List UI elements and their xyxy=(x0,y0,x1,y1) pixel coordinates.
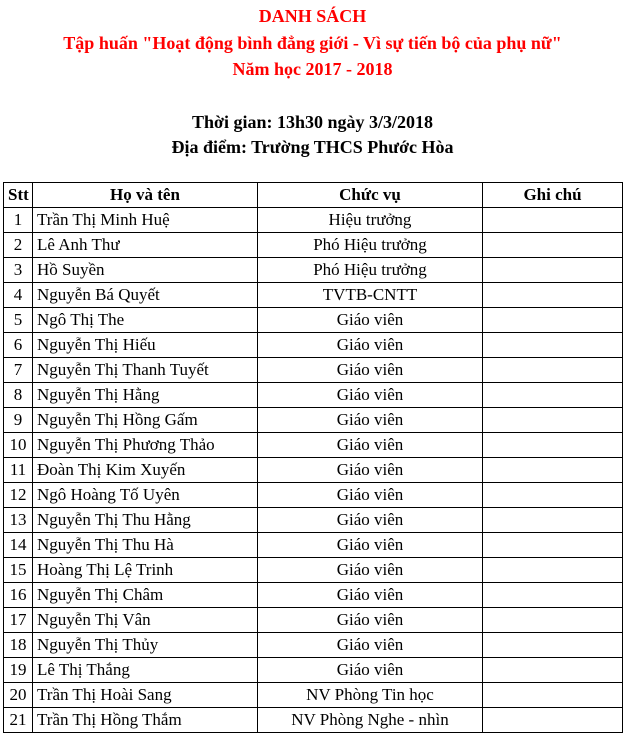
row-number: 8 xyxy=(4,383,33,408)
participant-note xyxy=(483,658,623,683)
table-row xyxy=(4,533,623,558)
participant-role: Giáo viên xyxy=(258,483,483,508)
document-title: DANH SÁCH xyxy=(258,6,367,26)
table-row xyxy=(4,408,623,433)
table-row xyxy=(4,708,623,733)
participant-role: Giáo viên xyxy=(258,583,483,608)
participant-name: Trần Thị Hồng Thắm xyxy=(33,708,258,733)
participant-note xyxy=(483,358,623,383)
participant-table xyxy=(3,182,623,733)
participant-name: Nguyễn Thị Phương Thảo xyxy=(33,433,258,458)
participant-name: Nguyễn Thị Vân xyxy=(33,608,258,633)
participant-note xyxy=(483,408,623,433)
event-time: Thời gian: 13h30 ngày 3/3/2018 xyxy=(191,112,433,132)
participant-note xyxy=(483,583,623,608)
participant-name: Nguyễn Bá Quyết xyxy=(33,283,258,308)
participant-note xyxy=(483,308,623,333)
header-stt: Stt xyxy=(4,183,33,208)
participant-name: Nguyễn Thị Hồng Gấm xyxy=(33,408,258,433)
participant-note xyxy=(483,533,623,558)
participant-name: Nguyễn Thị Hiếu xyxy=(33,333,258,358)
row-number: 3 xyxy=(4,258,33,283)
participant-role: Giáo viên xyxy=(258,308,483,333)
table-row xyxy=(4,283,623,308)
row-number: 5 xyxy=(4,308,33,333)
participant-name: Lê Anh Thư xyxy=(33,233,258,258)
participant-name: Lê Thị Thắng xyxy=(33,658,258,683)
participant-role: Giáo viên xyxy=(258,608,483,633)
row-number: 18 xyxy=(4,633,33,658)
table-row xyxy=(4,358,623,383)
row-number: 17 xyxy=(4,608,33,633)
table-row xyxy=(4,558,623,583)
participant-role: Giáo viên xyxy=(258,383,483,408)
table-row xyxy=(4,333,623,358)
participant-note xyxy=(483,483,623,508)
participant-role: Giáo viên xyxy=(258,458,483,483)
row-number: 7 xyxy=(4,358,33,383)
row-number: 9 xyxy=(4,408,33,433)
participant-role: Phó Hiệu trưởng xyxy=(258,258,483,283)
row-number: 20 xyxy=(4,683,33,708)
participant-role: Phó Hiệu trưởng xyxy=(258,233,483,258)
table-header-row xyxy=(4,183,623,208)
participant-note xyxy=(483,458,623,483)
participant-name: Hoàng Thị Lệ Trinh xyxy=(33,558,258,583)
participant-role: Giáo viên xyxy=(258,658,483,683)
row-number: 16 xyxy=(4,583,33,608)
participant-note xyxy=(483,258,623,283)
participant-name: Đoàn Thị Kim Xuyến xyxy=(33,458,258,483)
participant-name: Nguyễn Thị Hằng xyxy=(33,383,258,408)
row-number: 14 xyxy=(4,533,33,558)
table-row xyxy=(4,483,623,508)
table-row xyxy=(4,258,623,283)
row-number: 19 xyxy=(4,658,33,683)
participant-name: Nguyễn Thị Thủy xyxy=(33,633,258,658)
participant-note xyxy=(483,383,623,408)
participant-name: Ngô Hoàng Tố Uyên xyxy=(33,483,258,508)
table-body xyxy=(4,208,623,733)
participant-role: Giáo viên xyxy=(258,333,483,358)
table-row xyxy=(4,508,623,533)
participant-name: Nguyễn Thị Thu Hằng xyxy=(33,508,258,533)
participant-note xyxy=(483,433,623,458)
table-row xyxy=(4,583,623,608)
table-row xyxy=(4,658,623,683)
table-row xyxy=(4,308,623,333)
participant-note xyxy=(483,208,623,233)
participant-role: NV Phòng Tin học xyxy=(258,683,483,708)
table-row xyxy=(4,233,623,258)
table-row xyxy=(4,208,623,233)
participant-name: Nguyễn Thị Thanh Tuyết xyxy=(33,358,258,383)
event-location: Địa điểm: Trường THCS Phước Hòa xyxy=(171,137,454,157)
participant-note xyxy=(483,708,623,733)
participant-role: Hiệu trưởng xyxy=(258,208,483,233)
participant-role: Giáo viên xyxy=(258,633,483,658)
participant-name: Hồ Suyền xyxy=(33,258,258,283)
row-number: 2 xyxy=(4,233,33,258)
table-row xyxy=(4,383,623,408)
participant-role: Giáo viên xyxy=(258,408,483,433)
row-number: 11 xyxy=(4,458,33,483)
header-role: Chức vụ xyxy=(258,183,483,208)
participant-role: NV Phòng Nghe - nhìn xyxy=(258,708,483,733)
participant-name: Trần Thị Hoài Sang xyxy=(33,683,258,708)
participant-name: Trần Thị Minh Huệ xyxy=(33,208,258,233)
participant-role: Giáo viên xyxy=(258,508,483,533)
participant-note xyxy=(483,608,623,633)
participant-note xyxy=(483,558,623,583)
participant-note xyxy=(483,683,623,708)
row-number: 12 xyxy=(4,483,33,508)
participant-name: Nguyễn Thị Thu Hà xyxy=(33,533,258,558)
row-number: 21 xyxy=(4,708,33,733)
table-row xyxy=(4,433,623,458)
row-number: 15 xyxy=(4,558,33,583)
table-row xyxy=(4,608,623,633)
participant-role: TVTB-CNTT xyxy=(258,283,483,308)
participant-note xyxy=(483,508,623,533)
participant-note xyxy=(483,283,623,308)
training-subtitle: Tập huấn "Hoạt động bình đẳng giới - Vì sự tiến bộ của phụ nữ" xyxy=(63,33,562,53)
row-number: 10 xyxy=(4,433,33,458)
header-name: Họ và tên xyxy=(33,183,258,208)
school-year: Năm học 2017 - 2018 xyxy=(232,59,393,79)
row-number: 1 xyxy=(4,208,33,233)
participant-note xyxy=(483,633,623,658)
participant-name: Nguyễn Thị Châm xyxy=(33,583,258,608)
participant-note xyxy=(483,333,623,358)
row-number: 6 xyxy=(4,333,33,358)
row-number: 13 xyxy=(4,508,33,533)
participant-role: Giáo viên xyxy=(258,558,483,583)
row-number: 4 xyxy=(4,283,33,308)
participant-note xyxy=(483,233,623,258)
table-row xyxy=(4,633,623,658)
participant-role: Giáo viên xyxy=(258,433,483,458)
participant-name: Ngô Thị The xyxy=(33,308,258,333)
participant-role: Giáo viên xyxy=(258,533,483,558)
table-row xyxy=(4,458,623,483)
table-row xyxy=(4,683,623,708)
header-note: Ghi chú xyxy=(483,183,623,208)
participant-role: Giáo viên xyxy=(258,358,483,383)
